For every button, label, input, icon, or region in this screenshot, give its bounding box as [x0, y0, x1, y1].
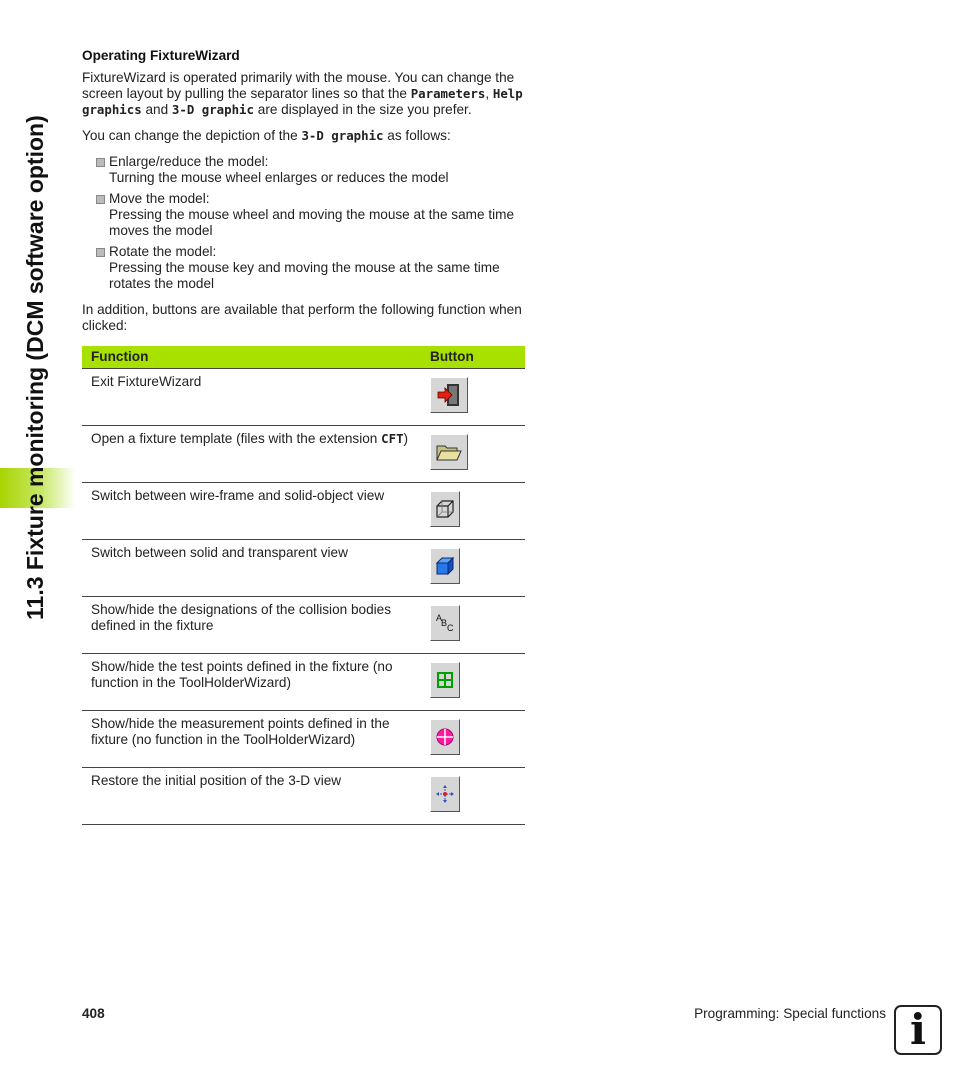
table-row — [82, 540, 525, 597]
open-template-button[interactable] — [430, 434, 468, 470]
test-points-toggle-button[interactable] — [430, 662, 460, 698]
table-row — [82, 654, 525, 711]
reset-view-icon — [434, 783, 456, 805]
wireframe-cube-icon — [434, 498, 456, 520]
footer-chapter: Programming: Special functions — [694, 1006, 886, 1021]
table-row — [82, 597, 525, 654]
exit-icon — [436, 382, 462, 408]
folder-open-icon — [435, 441, 463, 463]
table-row — [82, 426, 525, 483]
designations-toggle-button[interactable] — [430, 605, 460, 641]
exit-button[interactable] — [430, 377, 468, 413]
main-content — [82, 48, 526, 825]
reset-view-button[interactable] — [430, 776, 460, 812]
test-points-icon — [434, 669, 456, 691]
code-3d-graphic-2: 3-D graphic — [301, 128, 384, 143]
chapter-title: 11.3 Fixture monitoring (DCM software option) — [22, 115, 48, 620]
abc-labels-icon — [434, 612, 456, 634]
table-row — [82, 768, 525, 825]
depiction-paragraph: You can change the depiction of the 3-D graphic as follows: — [82, 128, 451, 143]
function-cell: Show/hide the designations of the collision bodies defined in the fixture — [82, 597, 419, 654]
chapter-sidebar — [18, 40, 56, 620]
transparency-toggle-button[interactable] — [430, 548, 460, 584]
list-item: Rotate the model: Pressing the mouse key and moving the mouse at the same time rotates the model — [96, 244, 526, 292]
list-item: Move the model: Pressing the mouse wheel and moving the mouse at the same time moves the model — [96, 191, 526, 239]
function-cell: Show/hide the test points defined in the fixture (no function in the ToolHolderWizard) — [82, 654, 419, 711]
code-3d-graphic: 3-D graphic — [171, 102, 254, 117]
table-header-row — [82, 346, 525, 369]
wireframe-toggle-button[interactable] — [430, 491, 460, 527]
code-parameters: Parameters — [410, 86, 486, 101]
function-cell: Restore the initial position of the 3-D view — [82, 768, 419, 825]
function-cell: Show/hide the measurement points defined in the fixture (no function in the ToolHolderWizard) — [82, 711, 419, 768]
page-number: 408 — [82, 1006, 105, 1021]
code-help-graphics: Help graphics — [82, 86, 523, 117]
svg-text:C: C — [447, 623, 454, 633]
list-item: Enlarge/reduce the model: Turning the mouse wheel enlarges or reduces the model — [96, 154, 526, 186]
table-row — [82, 369, 525, 426]
svg-text:A: A — [436, 613, 443, 623]
info-glyph: i — [910, 1005, 926, 1054]
function-cell: Open a fixture template (files with the extension CFT) — [82, 426, 419, 483]
header-function: Function — [82, 346, 419, 369]
bullet-list — [82, 154, 526, 292]
function-table — [82, 346, 525, 825]
table-row — [82, 483, 525, 540]
table-row — [82, 711, 525, 768]
function-cell: Switch between solid and transparent view — [82, 540, 419, 597]
measurement-points-toggle-button[interactable] — [430, 719, 460, 755]
svg-text:B: B — [441, 618, 448, 628]
code-cft: CFT — [381, 431, 404, 446]
intro-paragraph: FixtureWizard is operated primarily with the mouse. You can change the screen layout by pulling the separator lines so that the Parameters, Help graphics and 3-D graphic are displayed in the size you prefer. — [82, 70, 523, 117]
info-icon — [894, 1005, 942, 1055]
function-cell: Switch between wire-frame and solid-object view — [82, 483, 419, 540]
buttons-intro-paragraph: In addition, buttons are available that perform the following function when clicked: — [82, 302, 522, 333]
section-heading: Operating FixtureWizard — [82, 48, 240, 63]
measurement-point-icon — [434, 726, 456, 748]
header-button: Button — [419, 346, 525, 369]
solid-cube-icon — [434, 555, 456, 577]
function-cell: Exit FixtureWizard — [82, 369, 419, 426]
